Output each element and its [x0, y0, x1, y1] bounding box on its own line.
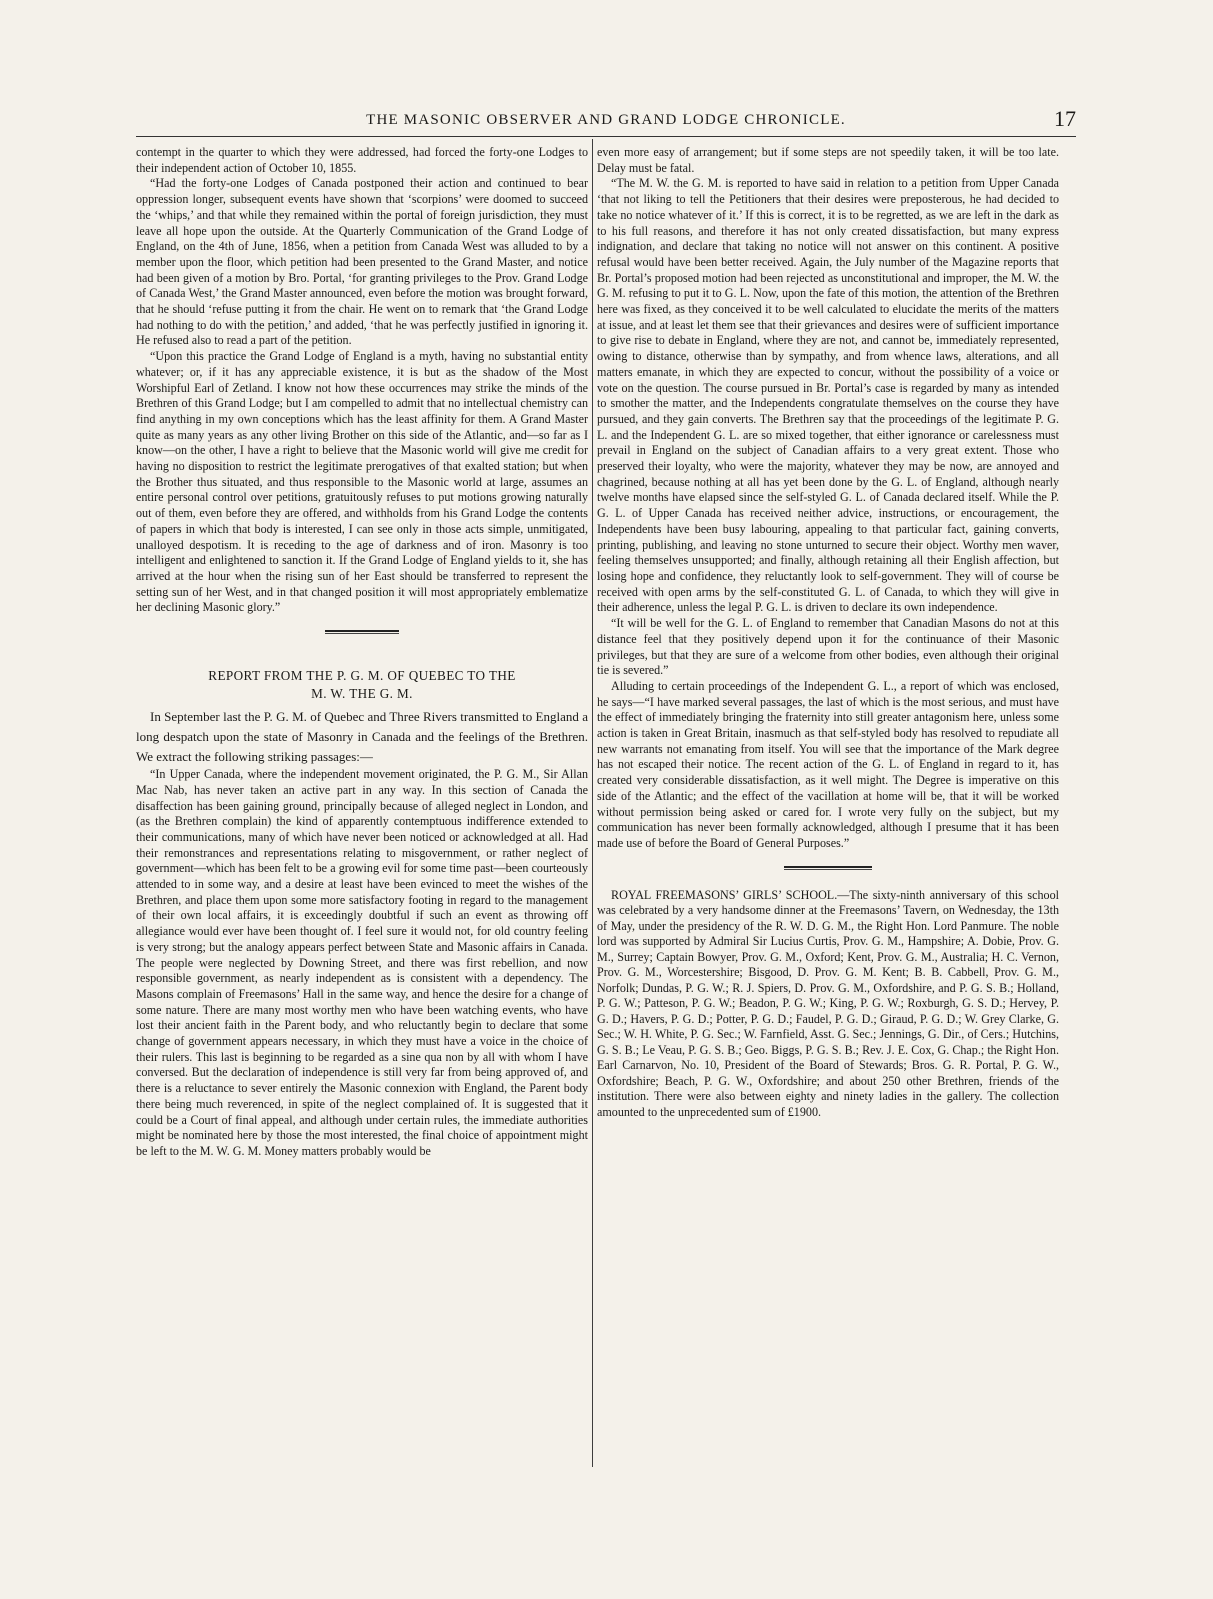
report-heading: [136, 667, 588, 703]
report-heading-line-1: REPORT FROM THE P. G. M. OF QUEBEC TO THE: [208, 668, 516, 684]
left-paragraph-2: “Had the forty-one Lodges of Canada postponed their action and continued to bear oppression longer, subsequent events have shown that ‘scorpions’ were doomed to succeed the ‘whips,’ and that while they remained within the portal of foreign jurisdiction, they must leave all hope upon the outside. At the Quarterly Communication of the Grand Lodge of England, on the 4th of June, 1856, when a petition from Canada West was alluded to by a member upon the floor, which petition had been presented to the Grand Master, and notice had been given of a motion by Bro. Portal, ‘for granting privileges to the Prov. Grand Lodge of Canada West,’ the Grand Master announced, even before the motion was brought forward, that he should ‘refuse putting it from the chair. He went on to remark that ‘the Grand Lodge had nothing to do with the petition,’ and added, ‘that he was perfectly justified in ignoring it. He refused also to read a part of the petition.: [136, 176, 588, 348]
left-column: [136, 145, 588, 1160]
school-note-separator: [597, 860, 1059, 878]
article-separator: [136, 624, 588, 639]
right-column: [597, 145, 1059, 1120]
left-paragraph-3: “Upon this practice the Grand Lodge of England is a myth, having no substantial entity whatever; or, if it has any appreciable existence, it is but as the shadow of the Most Worshipful Earl of Zetland. I know not how these occurrences may strike the minds of the Brethren of this Grand Lodge; but I am compelled to admit that no intellectual chemistry can find anything in my own conceptions which has the least affinity for them. A Grand Master quite as many years as any other living Brother on this side of the Atlantic, and—so far as I know—on the other, I have a right to believe that the Masonic world will give me credit for having no disposition to restrict the legitimate prerogatives of that exalted station; but when the Brother thus situated, and thus responsible to the Masonic world at large, assumes an entire personal control over petitions, gratuitously refuses to put motions growing naturally out of them, even before they are offered, and withholds from his Grand Lodge the contents of papers in which that body is interested, I can see only in those acts simple, unmitigated, unalloyed despotism. It is receding to the age of darkness and of iron. Masonry is too intelligent and enlightened to sanction it. If the Grand Lodge of England yields to it, she has arrived at the hour when the rising sun of her East should be transferred to represent the setting sun of her West, and in that changed position it will most appropriately emblematize her declining Masonic glory.”: [136, 349, 588, 615]
report-paragraph: “In Upper Canada, where the independent movement originated, the P. G. M., Sir Allan Mac Nab, has never taken an active part in any way. In this section of Canada the disaffection has been gaining ground, principally because of alleged neglect in London, and (as the Brethren complain) the kind of apparently contemptuous indifference extended to their communications, many of which have never been noticed or acknowledged at all. Had their remonstrances and representations relating to misgovernment, or rather neglect of government—which has been felt to be a growing evil for some time past—been courteously attended to in some way, and a desire at least have been evinced to meet the wishes of the Brethren, and place them upon some more satisfactory footing in regard to the management of their own local affairs, it is exceedingly doubtful if such an event as throwing off allegiance would ever have been thought of. I feel sure it would not, for old country feeling is very strong; but the analogy appears perfect between State and Masonic affairs in Canada. The people were neglected by Downing Street, and there was first rebellion, and now responsible government, as nearly independent as is consistent with a dependency. The Masons complain of Freemasons’ Hall in the same way, and hence the desire for a change of some nature. There are many most worthy men who have been watching events, who have lost their ancient faith in the Parent body, and who reluctantly begin to declare that some change of government appears necessary, in which they must have a voice in the choice of their rulers. This last is beginning to be regarded as a sine qua non by all with whom I have conversed. But the declaration of independence is still very far from being approved of, and there is a reluctance to sever entirely the Masonic connexion with England, the Parent body there being much reverenced, in spite of the neglect complained of. It is suggested that it could be a Court of final appeal, and although under certain rules, the immediate authorities might be nominated here by those the most interested, the final choice of appointment might be left to the M. W. G. M. Money matters probably would be: [136, 767, 588, 1158]
column-divider: [592, 139, 593, 1467]
right-paragraph-4: Alluding to certain proceedings of the Independent G. L., a report of which was enclosed, he says—“I have marked several passages, the last of which is the most serious, and must have the effect of immediately bringing the fraternity into still greater antagonism here, unless some action is taken in Great Britain, inasmuch as that self-styled body has resolved to repudiate all new warrants not emanating from itself. You will see that the importance of the Mark degree has not escaped their notice. The recent action of the G. L. of England in regard to it, has created very considerable dissatisfaction, as it well might. The Degree is imperative on this side of the Atlantic; and the effect of the vacillation at home will be, that it will be worked without permission being asked or cared for. I wrote very fully on the subject, but my communication has never been formally acknowledged, although I presume that it has been made use of before the Board of General Purposes.”: [597, 678, 1059, 850]
report-heading-line-2: M. W. THE G. M.: [311, 686, 413, 702]
report-intro: In September last the P. G. M. of Quebec and Three Rivers transmitted to England a long despatch upon the state of Masonry in Canada and the feelings of the Brethren. We extract the following striking passages:—: [136, 709, 588, 765]
left-paragraph-1: contempt in the quarter to which they were addressed, had forced the forty-one Lodges to their independent action of October 10, 1855.: [136, 145, 588, 175]
right-paragraph-1: even more easy of arrangement; but if some steps are not speedily taken, it will be too late. Delay must be fatal.: [597, 145, 1059, 175]
school-note: ROYAL FREEMASONS’ GIRLS’ SCHOOL.—The sixty-ninth anniversary of this school was celebrated by a very handsome dinner at the Freemasons’ Tavern, on Wednesday, the 13th of May, under the presidency of the R. W. D. G. M., the Right Hon. Lord Panmure. The noble lord was supported by Admiral Sir Lucius Curtis, Prov. G. M., Hampshire; A. Dobie, Prov. G. M., Surrey; Captain Bowyer, Prov. G. M., Oxford; Kent, Prov. G. M., Australia; H. C. Vernon, Prov. G. M., Worcestershire; Bisgood, D. Prov. G. M. Kent; B. B. Cabbell, Prov. G. M., Norfolk; Dundas, P. G. W.; R. J. Spiers, D. Prov. G. M., Oxfordshire, and P. G. S. B.; Holland, P. G. W.; Patteson, P. G. W.; Beadon, P. G. W.; King, P. G. W.; Roxburgh, G. S. D.; Hervey, P. G. D.; Havers, P. G. D.; Potter, P. G. D.; Faudel, P. G. D.; Giraud, P. G. D.; W. Grey Clarke, G. Sec.; W. H. White, P. G. Sec.; W. Farnfield, Asst. G. Sec.; Jennings, G. Dir., of Cers.; Hutchins, G. S. B.; Le Veau, P. G. S. B.; Geo. Biggs, P. G. S. B.; Rev. J. E. Cox, G. Chap.; the Right Hon. Earl Carnarvon, No. 10, President of the Board of Stewards; Bros. G. R. Portal, P. G. W., Oxfordshire; Beach, P. G. W., Oxfordshire; and about 250 other Brethren, friends of the institution. There were also between eighty and ninety ladies in the gallery. The collection amounted to the unprecedented sum of £1900.: [597, 887, 1059, 1119]
page-header: [136, 108, 1076, 138]
right-paragraph-2: “The M. W. the G. M. is reported to have said in relation to a petition from Upper Canada ‘that not liking to tell the Petitioners that their desires were preposterous, he had decided to take no notice whatever of it.’ If this is correct, it is to be regretted, as we are left in the dark as to his full reasons, and therefore it has not only created dissatisfaction, but many express indignation, and declare that taking no notice will not answer on this continent. A positive refusal would have been better received. Again, the July number of the Magazine reports that Br. Portal’s proposed motion had been rejected as unconstitutional and improper, the M. W. the G. M. refusing to put it to G. L. Now, upon the fate of this motion, the attention of the Brethren here was fixed, as they conceived it to be well calculated to elucidate the merits of the matters at issue, and at least let them see that their grievances and desires were of sufficient importance to give rise to debate in England, where they are not, and cannot be, immediately represented, owing to distance, otherwise than by sympathy, and from whence laws, alterations, and all matters emanate, in which they are expected to concur, without the possibility of a voice or vote on the question. The course pursued in Br. Portal’s case is regarded by many as intended to smother the matter, and the Independents congratulate themselves on the course they have pursued, and they gain converts. The Brethren say that the proceedings of the legitimate P. G. L. and the Independent G. L. are so mixed together, that either ignorance or carelessness must prevail in England on the subject of Canadian affairs to a very great extent. Those who preserved their loyalty, who were the majority, whatever they may be now, are annoyed and chagrined, because nothing at all has yet been done by the G. L. of England, although nearly twelve months have elapsed since the self-styled G. L. of Canada declared itself. While the P. G. L. of Upper Canada has received neither advice, instructions, or encouragement, the Independents have been busy labouring, appealing to that particular fact, gaining converts, printing, publishing, and leaving no stone unturned to secure their object. Worthy men waver, feeling themselves unsupported; and finally, although retaining all their English affection, but losing hope and confidence, they reluctantly look to self-government. They will of course be received with open arms by the self-constituted G. L. of Canada, to which they will give in their adherence, unless the legal P. G. L. is driven to declare its own independence.: [597, 176, 1059, 615]
header-rule: [136, 136, 1076, 137]
right-paragraph-3: “It will be well for the G. L. of England to remember that Canadian Masons do not at this distance feel that they positively depend upon it for the continuance of their Masonic privileges, but that they are sure of a welcome from other bodies, even although their original tie is severed.”: [597, 616, 1059, 678]
running-title: THE MASONIC OBSERVER AND GRAND LODGE CHRONICLE.: [366, 112, 846, 128]
page-number: 17: [1054, 106, 1076, 131]
